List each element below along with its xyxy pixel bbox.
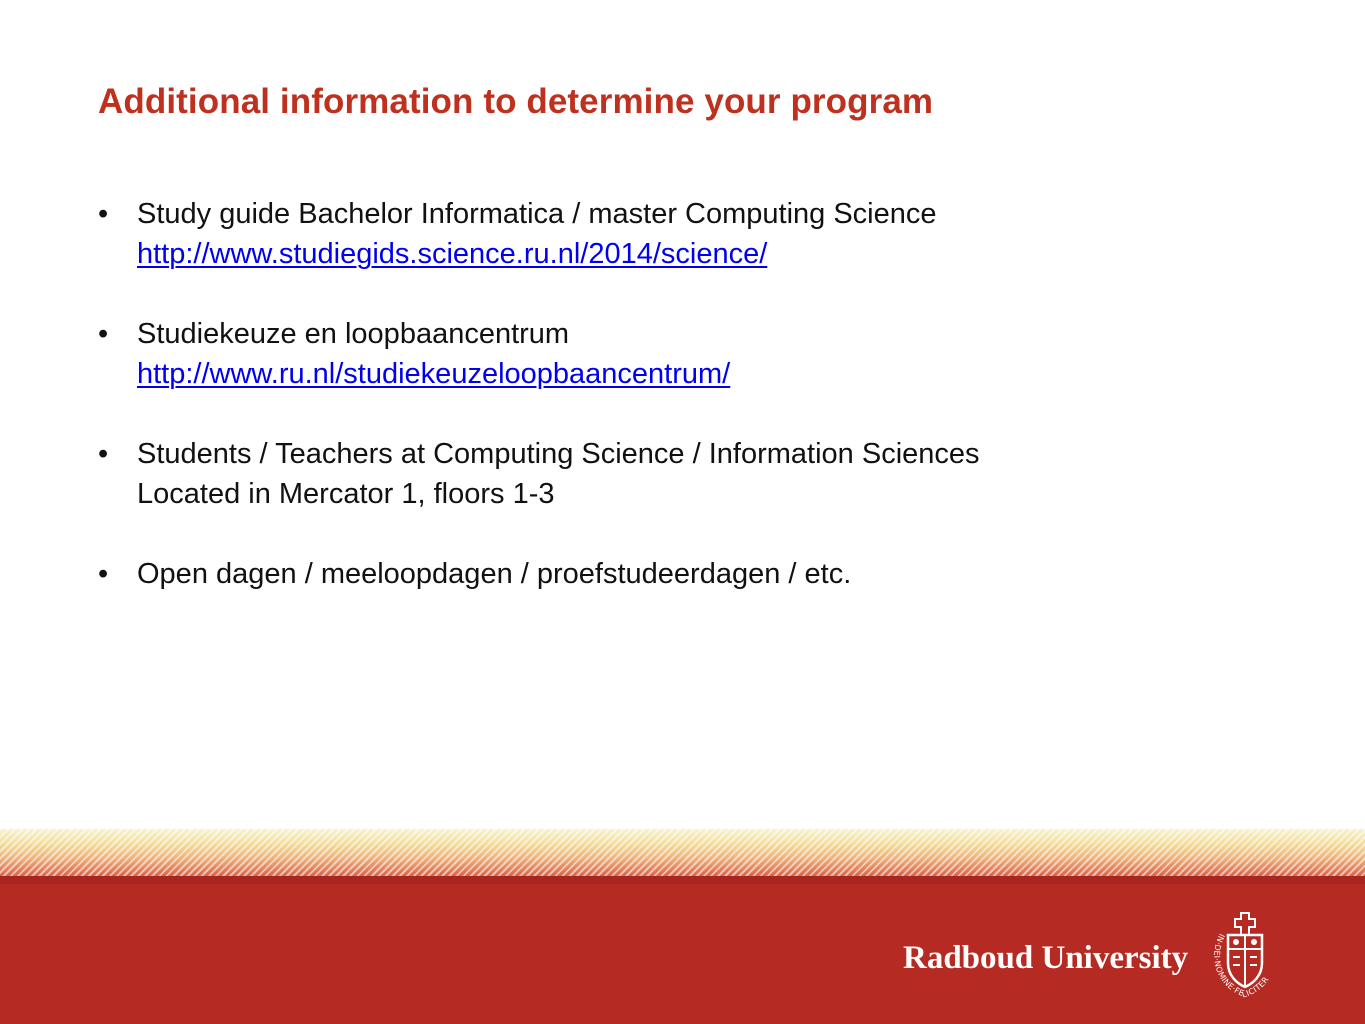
bullet-subtext: Located in Mercator 1, floors 1-3 [137,478,555,510]
bullet-open-days [98,554,1198,594]
svg-text:IN·DEI·NOMINE·FELICITER: IN·DEI·NOMINE·FELICITER [1212,932,1271,1000]
study-guide-link[interactable]: http://www.studiegids.science.ru.nl/2014/science/ [137,238,768,270]
radboud-seal-icon [1200,905,1290,1005]
bullet-students-teachers [98,434,1198,514]
career-center-link[interactable]: http://www.ru.nl/studiekeuzeloopbaancentrum/ [137,358,731,390]
bullet-career-center [98,314,1198,394]
brand-name: Radboud University [903,940,1189,976]
slide-title: Additional information to determine your program [98,82,934,121]
bullet-study-guide [98,194,1198,274]
bullet-list [98,194,1198,634]
bullet-text: • Students / Teachers at Computing Science / Information Sciences [137,438,980,470]
bullet-text: • Studiekeuze en loopbaancentrum [137,318,570,350]
bullet-text: • Study guide Bachelor Informatica / master Computing Science [137,198,937,230]
bullet-text: • Open dagen / meeloopdagen / proefstudeerdagen / etc. [137,558,852,590]
decorative-hatch-band [0,829,1365,876]
